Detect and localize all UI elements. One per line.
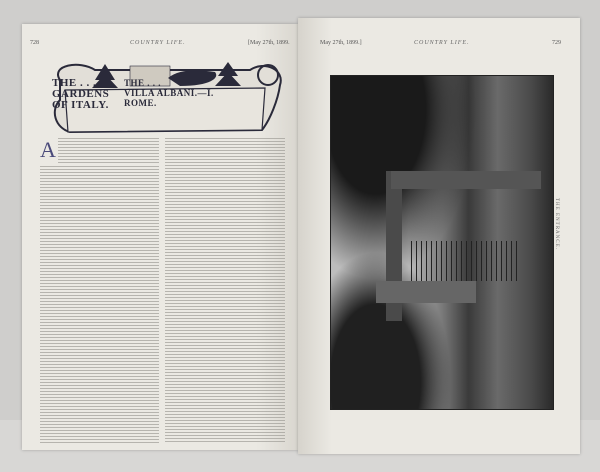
page-number: 728 (30, 40, 39, 46)
left-page (22, 24, 298, 450)
article-title-line: ROME. (124, 98, 157, 108)
article-title (124, 78, 214, 108)
issue-date: May 27th, 1899.] (320, 40, 362, 46)
drop-cap: A (40, 137, 56, 162)
right-page (298, 18, 580, 454)
article-title-line: VILLA ALBANI.—I. (124, 88, 214, 98)
article-title-line: THE . . . (124, 78, 162, 88)
series-title-line: OF ITALY. (52, 99, 109, 111)
gate-wall (376, 281, 476, 303)
body-text-column-1 (40, 166, 159, 444)
page-number: 729 (552, 40, 561, 46)
series-title-line: THE . . . (52, 77, 97, 89)
issue-date: [May 27th, 1899. (248, 40, 290, 46)
running-head: COUNTRY LIFE. (130, 40, 186, 46)
villa-entrance-photograph (330, 75, 554, 410)
body-text-column-1-indented (58, 138, 159, 165)
gate-lintel (391, 171, 541, 189)
photo-caption: THE ENTRANCE. (554, 198, 559, 250)
iron-gate (411, 241, 521, 281)
series-title-line: GARDENS (52, 88, 110, 100)
series-title (52, 78, 109, 111)
body-text-column-2 (165, 138, 285, 444)
running-head: COUNTRY LIFE. (414, 40, 470, 46)
